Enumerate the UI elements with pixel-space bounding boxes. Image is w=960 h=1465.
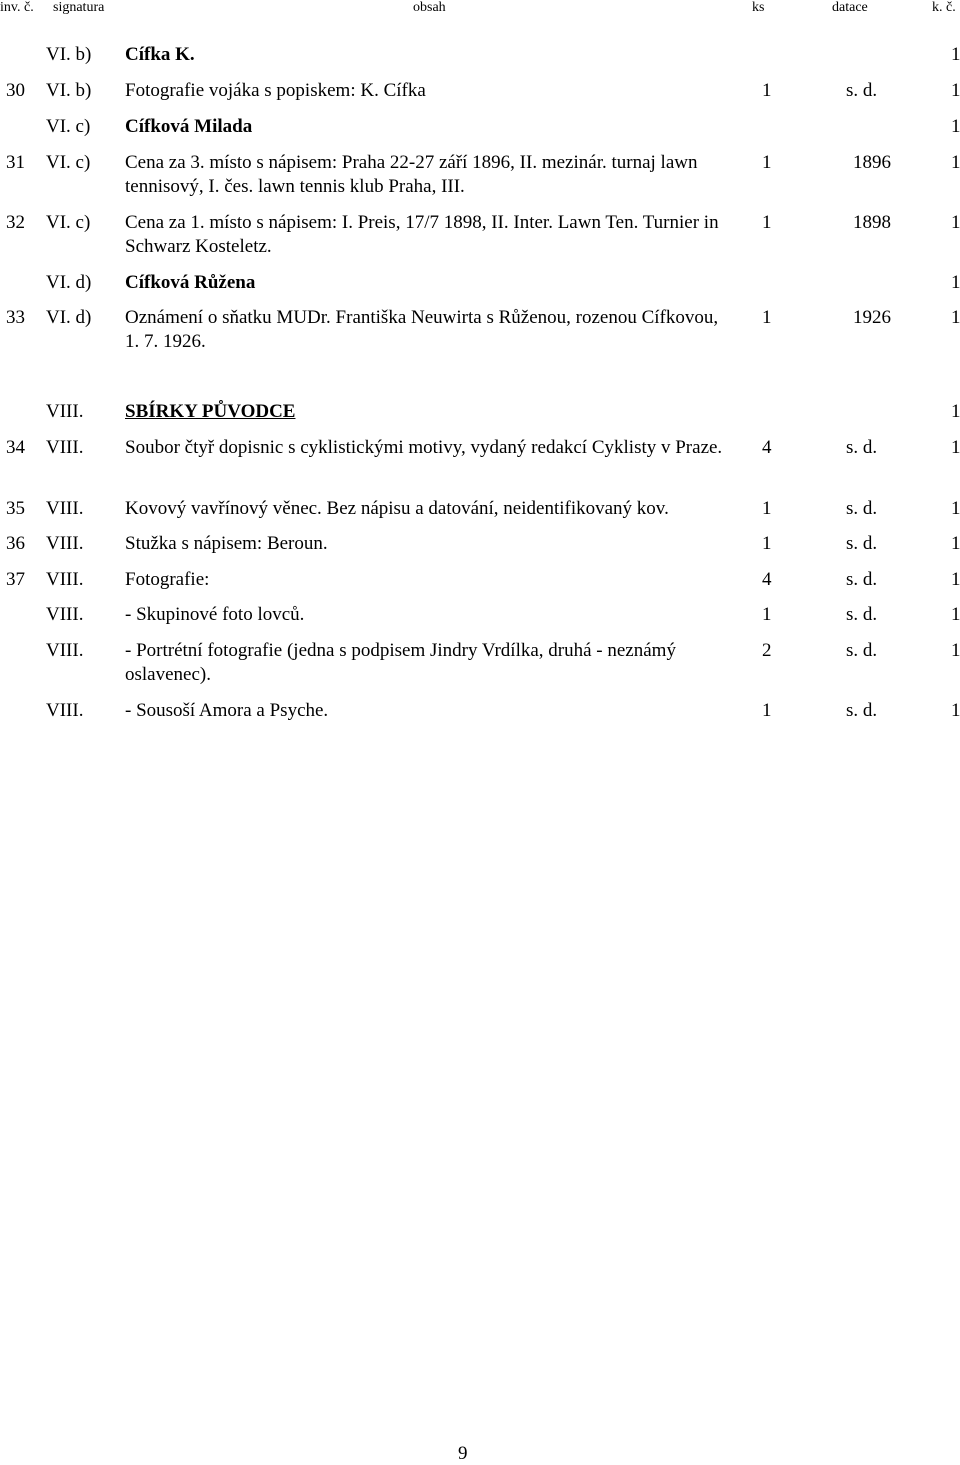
header-obsah: obsah — [413, 0, 446, 15]
datace: s. d. — [846, 604, 878, 625]
signatura: VI. b) — [46, 44, 92, 65]
ks-count: 1 — [762, 307, 772, 328]
box-number: 1 — [951, 272, 960, 293]
box-number: 1 — [951, 152, 960, 173]
ks-count: 1 — [762, 604, 772, 625]
box-number: 1 — [951, 80, 960, 101]
datace: 1896 — [853, 152, 891, 173]
signatura: VI. d) — [46, 272, 92, 293]
item-description: Fotografie: — [125, 569, 210, 590]
person-heading: Cífková Milada — [125, 116, 253, 137]
box-number: 1 — [951, 498, 960, 519]
item-description: - Sousoší Amora a Psyche. — [125, 700, 329, 721]
section-heading: SBÍRKY PŮVODCE — [125, 401, 296, 422]
inv-number: 35 — [6, 498, 25, 519]
datace: s. d. — [846, 498, 878, 519]
item-description: Fotografie vojáka s popiskem: K. Cífka — [125, 80, 426, 101]
header-datace: datace — [832, 0, 868, 15]
signatura: VI. d) — [46, 307, 92, 328]
box-number: 1 — [951, 307, 960, 328]
item-description: Cena za 3. místo s nápisem: Praha 22-27 září 1896, II. mezinár. turnaj lawn tennisový, I. čes. lawn tennis klub Praha, III. — [125, 152, 698, 197]
inv-number: 30 — [6, 80, 25, 101]
inv-number: 36 — [6, 533, 25, 554]
datace: 1926 — [853, 307, 891, 328]
inv-number: 37 — [6, 569, 25, 590]
header-ks: ks — [752, 0, 765, 15]
box-number: 1 — [951, 116, 960, 137]
box-number: 1 — [951, 640, 960, 661]
ks-count: 1 — [762, 533, 772, 554]
box-number: 1 — [951, 212, 960, 233]
signatura: VIII. — [46, 533, 84, 554]
page-number: 9 — [458, 1443, 468, 1464]
header-inv: inv. č. — [0, 0, 34, 15]
header-signatura: signatura — [53, 0, 105, 15]
item-description: Oznámení o sňatku MUDr. Františka Neuwirta s Růženou, rozenou Cífkovou, 1. 7. 1926. — [125, 307, 719, 352]
box-number: 1 — [951, 604, 960, 625]
inv-number: 32 — [6, 212, 25, 233]
signatura: VIII. — [46, 437, 84, 458]
ks-count: 1 — [762, 80, 772, 101]
signatura: VIII. — [46, 569, 84, 590]
datace: 1898 — [853, 212, 891, 233]
item-description: Stužka s nápisem: Beroun. — [125, 533, 328, 554]
box-number: 1 — [951, 533, 960, 554]
signatura: VIII. — [46, 604, 84, 625]
datace: s. d. — [846, 437, 878, 458]
signatura: VI. c) — [46, 152, 91, 173]
ks-count: 1 — [762, 152, 772, 173]
ks-count: 1 — [762, 212, 772, 233]
item-description: - Skupinové foto lovců. — [125, 604, 305, 625]
header-kc: k. č. — [932, 0, 956, 15]
ks-count: 2 — [762, 640, 772, 661]
datace: s. d. — [846, 640, 878, 661]
ks-count: 4 — [762, 569, 772, 590]
ks-count: 1 — [762, 498, 772, 519]
person-heading: Cífka K. — [125, 44, 195, 65]
signatura: VIII. — [46, 401, 84, 422]
signatura: VI. b) — [46, 80, 92, 101]
box-number: 1 — [951, 401, 960, 422]
datace: s. d. — [846, 569, 878, 590]
item-description: - Portrétní fotografie (jedna s podpisem Jindry Vrdílka, druhá - neznámý oslavenec). — [125, 640, 676, 685]
inv-number: 31 — [6, 152, 25, 173]
signatura: VI. c) — [46, 212, 91, 233]
ks-count: 4 — [762, 437, 772, 458]
item-description: Kovový vavřínový věnec. Bez nápisu a datování, neidentifikovaný kov. — [125, 498, 669, 519]
box-number: 1 — [951, 569, 960, 590]
inv-number: 33 — [6, 307, 25, 328]
item-description: Soubor čtyř dopisnic s cyklistickými motivy, vydaný redakcí Cyklisty v Praze. — [125, 437, 723, 458]
ks-count: 1 — [762, 700, 772, 721]
datace: s. d. — [846, 80, 878, 101]
box-number: 1 — [951, 44, 960, 65]
box-number: 1 — [951, 437, 960, 458]
datace: s. d. — [846, 533, 878, 554]
inv-number: 34 — [6, 437, 25, 458]
datace: s. d. — [846, 700, 878, 721]
signatura: VIII. — [46, 498, 84, 519]
signatura: VIII. — [46, 640, 84, 661]
person-heading: Cífková Růžena — [125, 272, 256, 293]
signatura: VIII. — [46, 700, 84, 721]
signatura: VI. c) — [46, 116, 91, 137]
item-description: Cena za 1. místo s nápisem: I. Preis, 17/7 1898, II. Inter. Lawn Ten. Turnier in Schwarz Kosteletz. — [125, 212, 719, 257]
box-number: 1 — [951, 700, 960, 721]
